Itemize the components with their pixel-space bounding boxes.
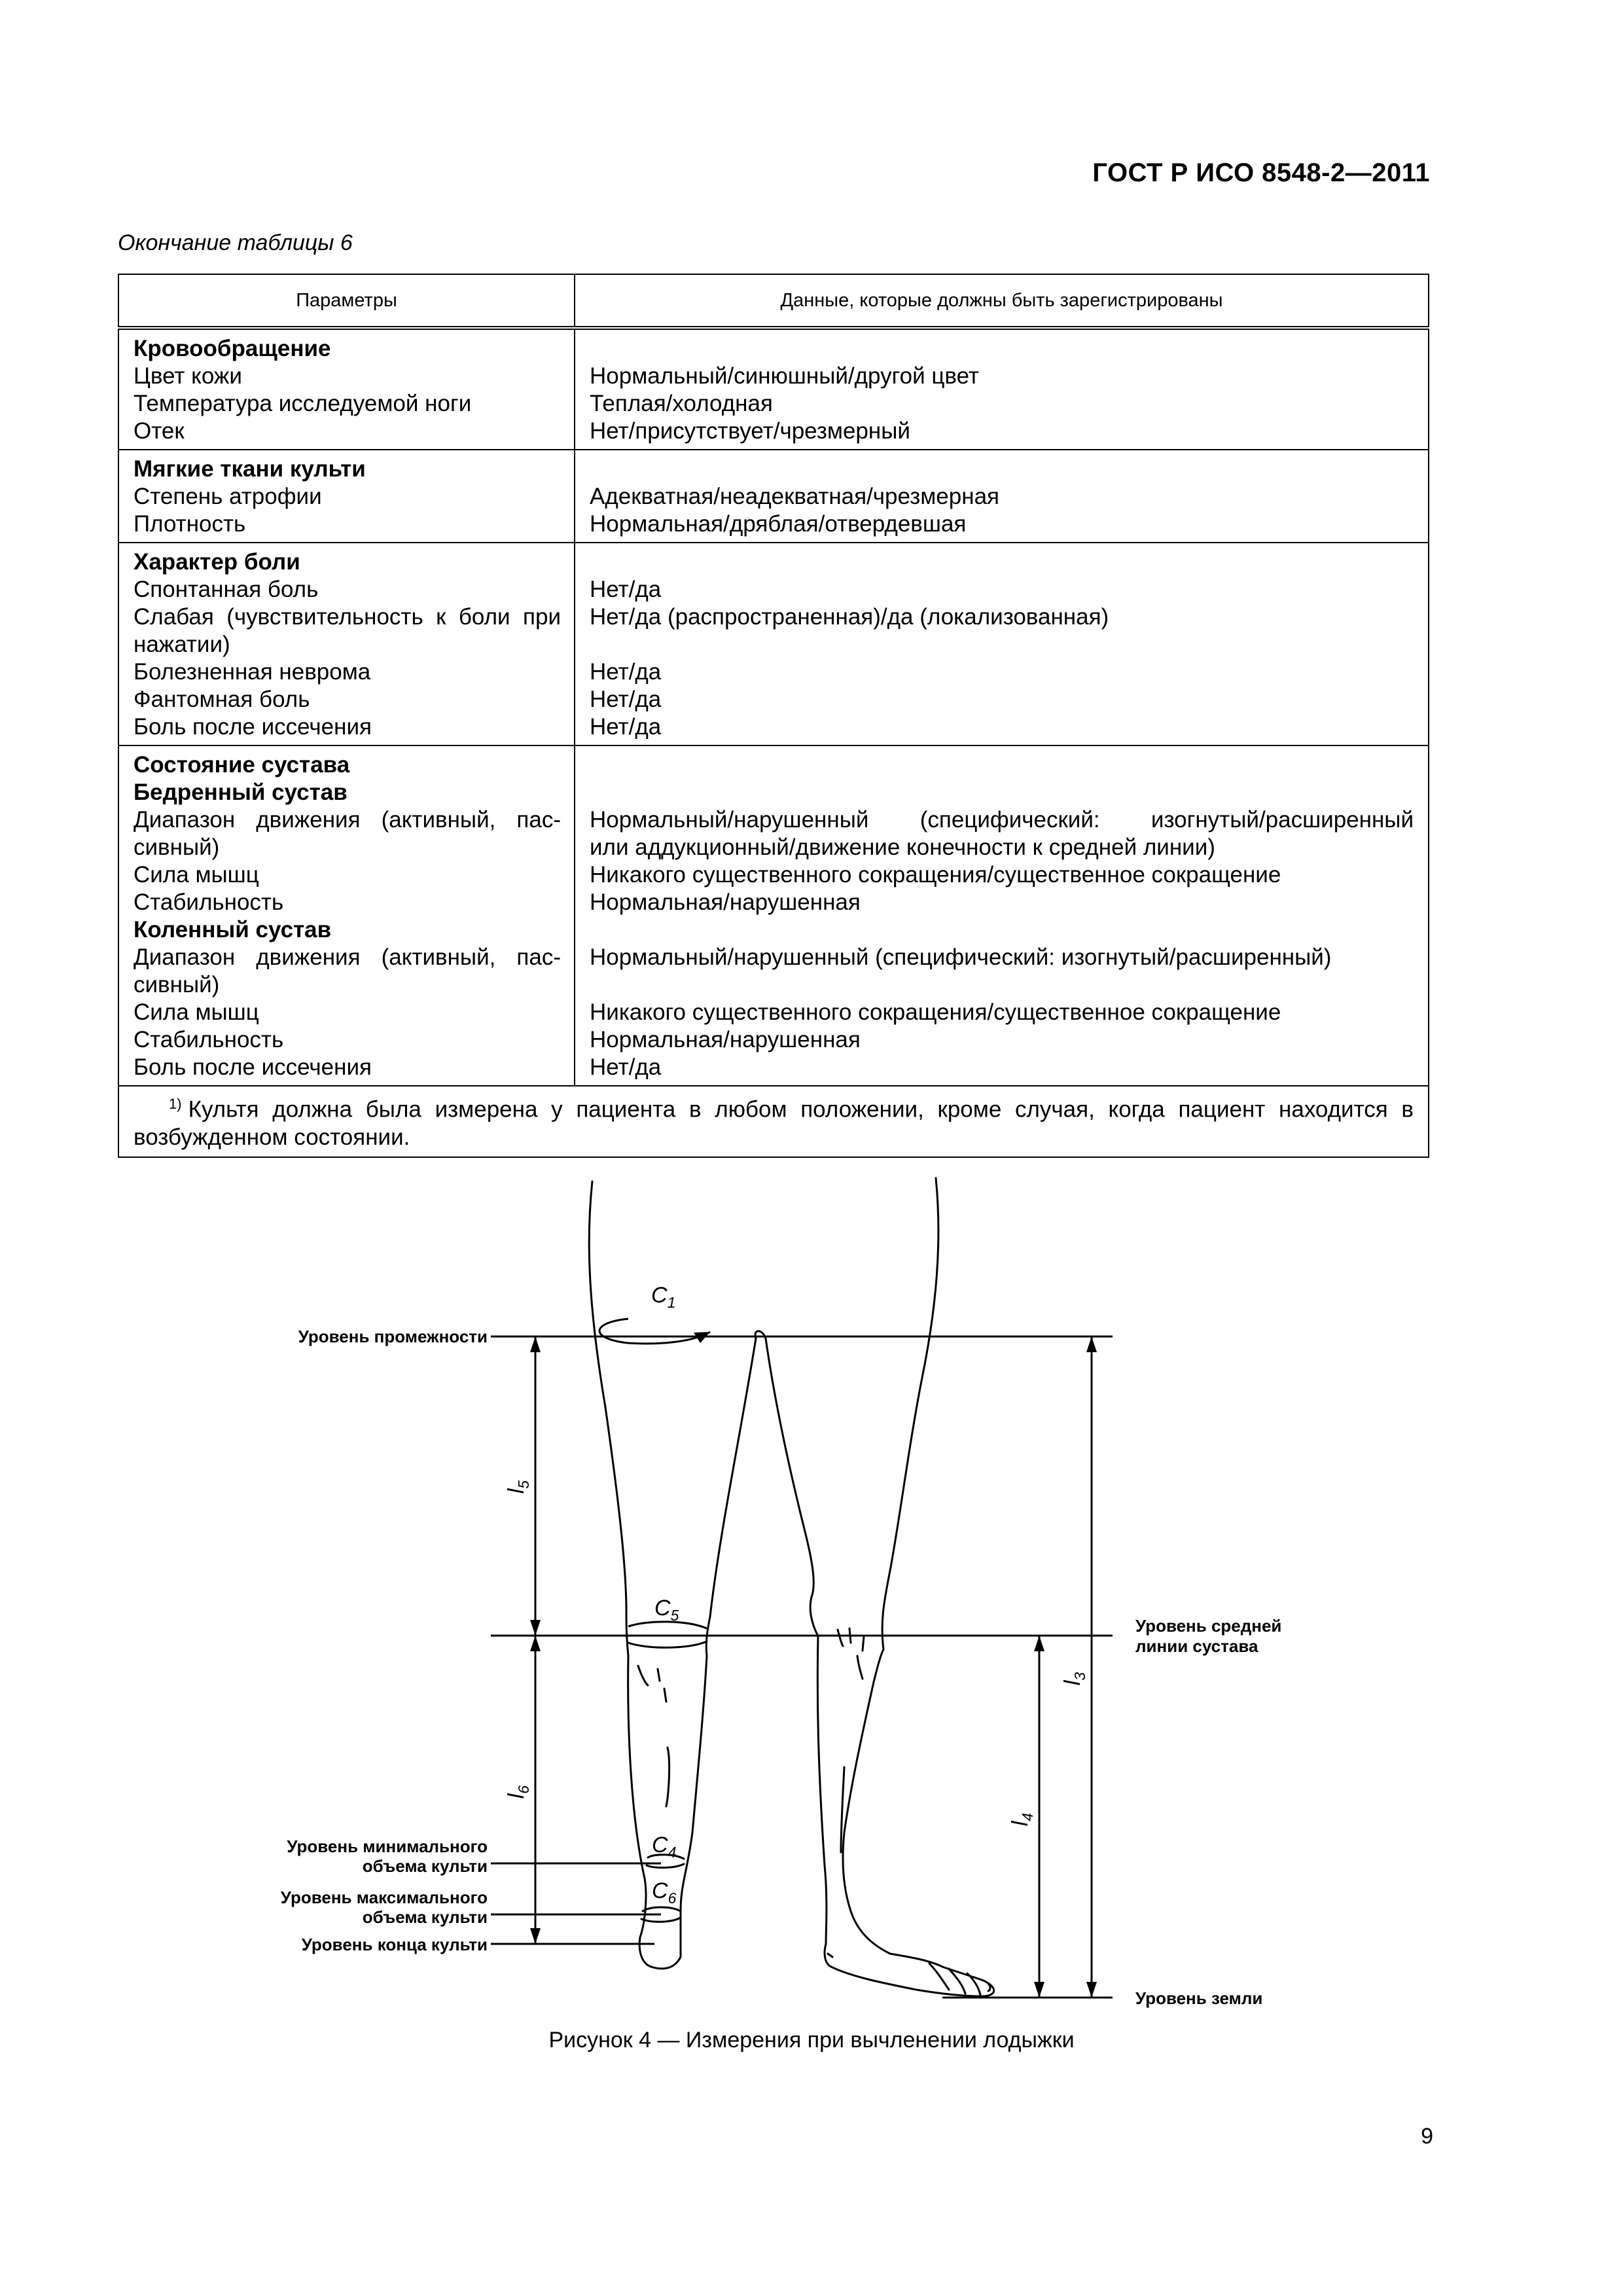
legs-drawing [589,1178,994,1996]
c1-circumference-arrow [599,1319,710,1344]
parameter-line: сивный) [134,834,220,860]
parameter-line: Сила мышц [134,862,259,888]
arrowheads [530,1332,1097,1998]
data-line: Нет/да [590,687,662,712]
label-joint-line-2: линии сустава [1135,1636,1258,1656]
section-heading: Мягкие ткани культи [134,456,366,482]
symbol-c6: $C_6$ [652,1878,677,1907]
parameter-line: Отек [134,418,185,444]
data-line: Нормальная/нарушенная [590,1027,861,1052]
data-line: Нормальный/нарушенный (специфический: изогнутый/расширенный [590,807,1414,833]
data-line: Нет/да [590,1054,662,1080]
data-line: Никакого существенного сокращения/существенное сокращение [590,999,1281,1025]
data-line: Теплая/холодная [590,391,773,416]
parameter-line: Диапазон движения (активный, пас- [134,807,561,833]
section-heading: Характер боли [134,549,300,575]
table-caption: Окончание таблицы 6 [118,230,353,255]
symbol-l6: $l_6$ [504,1785,532,1799]
column-header-parameters: Параметры [118,274,575,328]
section-heading: Кровообращение [134,336,331,361]
label-max-volume-2: объема культи [362,1907,488,1927]
section-heading: Состояние сустава [134,752,350,778]
symbol-l3: $l_3$ [1060,1672,1088,1686]
symbol-c4: $C_4$ [652,1833,677,1861]
measurement-lines [491,1319,1113,1998]
symbol-l5: $l_5$ [504,1480,532,1494]
parameter-line: Цвет кожи [134,363,242,389]
data-line: Нет/да [590,659,662,685]
symbol-c5: $C_5$ [654,1596,679,1624]
parameter-line: Температура исследуемой ноги [134,391,472,416]
parameter-line: Степень атрофии [134,484,322,509]
parameter-line: Фантомная боль [134,687,310,712]
data-line: или аддукционный/движение конечности к средней линии) [590,834,1215,860]
data-line: Никакого существенного сокращения/существенное сокращение [590,862,1281,888]
data-line: Нет/да [590,577,662,602]
data-line: Адекватная/неадекватная/чрезмерная [590,484,999,509]
section-heading: Бедренный сустав [134,780,348,805]
data-line: Нет/да [590,714,662,740]
page-number: 9 [1421,2124,1433,2149]
parameter-line: Боль после иссечения [134,714,372,740]
data-line: Нормальная/дряблая/отвердевшая [590,511,967,537]
label-max-volume-1: Уровень максимального [280,1888,488,1907]
footnote-text: Культя должна была измерена у пациента в любом положении, кроме случая, когда пациент находится в возбужденном состоянии. [134,1096,1414,1150]
label-perineum-level: Уровень промежности [298,1327,488,1346]
symbol-c1: $C_1$ [651,1283,676,1311]
c5-circumference-arc [628,1622,707,1628]
data-line: Нет/присутствует/чрезмерный [590,418,910,444]
label-ground-level: Уровень земли [1135,1988,1263,2008]
parameter-line: нажатии) [134,632,230,657]
parameter-line: Стабильность [134,1027,284,1052]
symbol-l4: $l_4$ [1008,1812,1036,1827]
parameter-line: Сила мышц [134,999,259,1025]
parameter-line: Болезненная неврома [134,659,371,685]
label-joint-line-1: Уровень средней [1135,1616,1282,1636]
section-heading: Коленный сустав [134,917,332,942]
column-header-data: Данные, которые должны быть зарегистрированы [575,274,1429,328]
parameter-line: сивный) [134,972,220,997]
footnote-marker: 1) [169,1096,182,1112]
parameter-line: Слабая (чувствительность к боли при [134,604,561,630]
data-line: Нормальная/нарушенная [590,889,861,915]
parameter-line: Диапазон движения (активный, пас- [134,944,561,970]
label-stump-end-level: Уровень конца культи [301,1935,488,1954]
parameter-line: Стабильность [134,889,284,915]
data-line: Нормальный/нарушенный (специфический: изогнутый/расширенный) [590,944,1332,970]
figure-caption: Рисунок 4 — Измерения при вычленении лодыжки [548,2028,1075,2053]
label-min-volume-2: объема культи [362,1856,488,1876]
parameter-line: Плотность [134,511,246,537]
data-line: Нет/да (распространенная)/да (локализованная) [590,604,1109,630]
parameter-line: Боль после иссечения [134,1054,372,1080]
data-line: Нормальный/синюшный/другой цвет [590,363,979,389]
label-min-volume-1: Уровень минимального [287,1837,488,1856]
parameter-line: Спонтанная боль [134,577,319,602]
document-standard-header: ГОСТ Р ИСО 8548-2—2011 [1092,158,1430,187]
